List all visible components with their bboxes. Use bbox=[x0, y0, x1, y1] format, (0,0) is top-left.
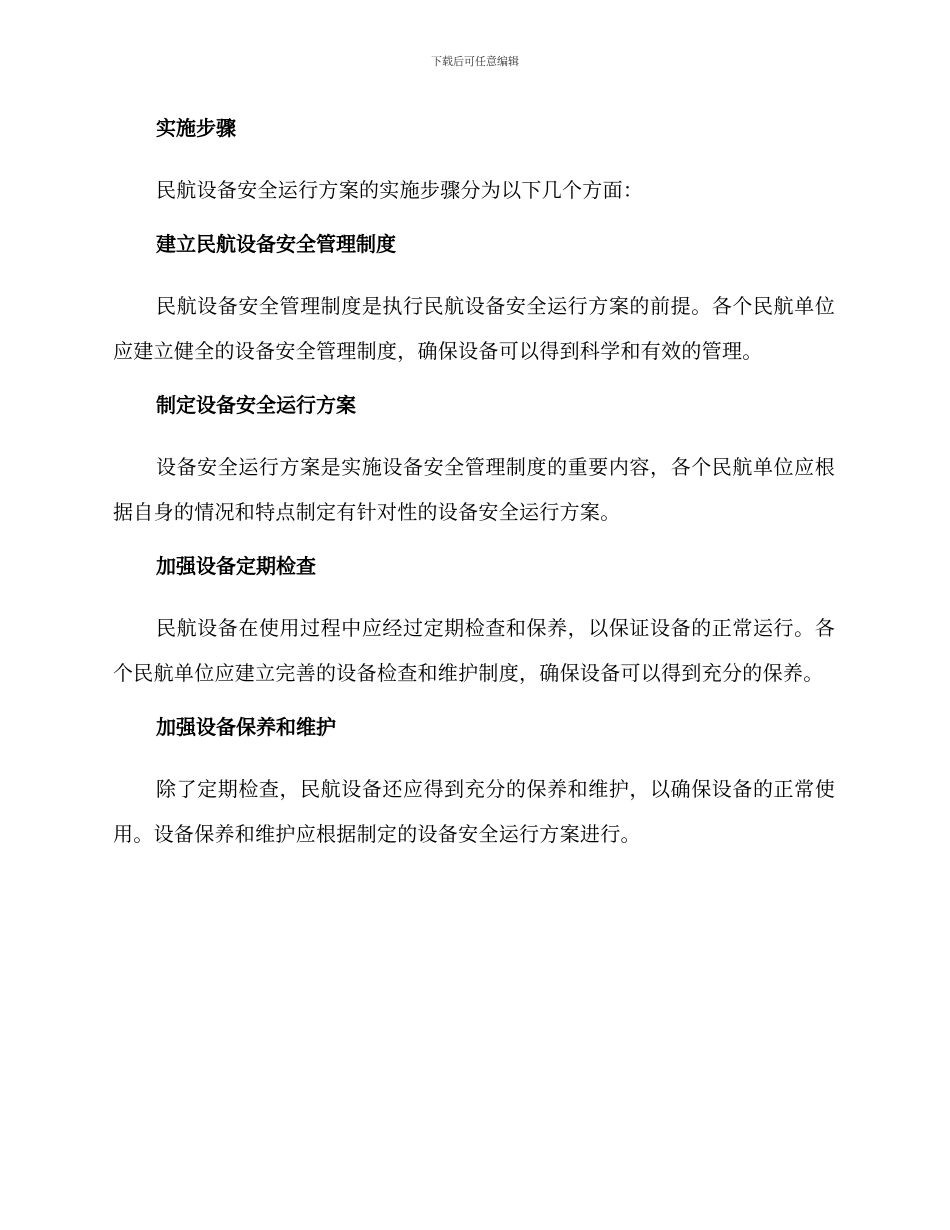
paragraph-management-system: 民航设备安全管理制度是执行民航设备安全运行方案的前提。各个民航单位应建立健全的设备安全管理制度，确保设备可以得到科学和有效的管理。 bbox=[113, 294, 835, 363]
section-heading-management-system: 建立民航设备安全管理制度 bbox=[156, 232, 396, 256]
section-heading-operation-plan: 制定设备安全运行方案 bbox=[156, 393, 356, 417]
paragraph-maintenance: 除了定期检查，民航设备还应得到充分的保养和维护，以确保设备的正常使用。设备保养和维护应根据制定的设备安全运行方案进行。 bbox=[113, 777, 835, 846]
section-heading-implementation-steps: 实施步骤 bbox=[156, 116, 236, 140]
paragraph-intro: 民航设备安全运行方案的实施步骤分为以下几个方面： bbox=[156, 178, 644, 202]
page-header: 下载后可任意编辑 bbox=[431, 55, 519, 68]
section-heading-maintenance: 加强设备保养和维护 bbox=[156, 715, 336, 739]
section-heading-periodic-inspection: 加强设备定期检查 bbox=[156, 554, 316, 578]
paragraph-operation-plan: 设备安全运行方案是实施设备安全管理制度的重要内容，各个民航单位应根据自身的情况和特点制定有针对性的设备安全运行方案。 bbox=[113, 455, 835, 524]
paragraph-periodic-inspection: 民航设备在使用过程中应经过定期检查和保养，以保证设备的正常运行。各个民航单位应建立完善的设备检查和维护制度，确保设备可以得到充分的保养。 bbox=[113, 616, 835, 685]
document-body bbox=[113, 110, 835, 870]
